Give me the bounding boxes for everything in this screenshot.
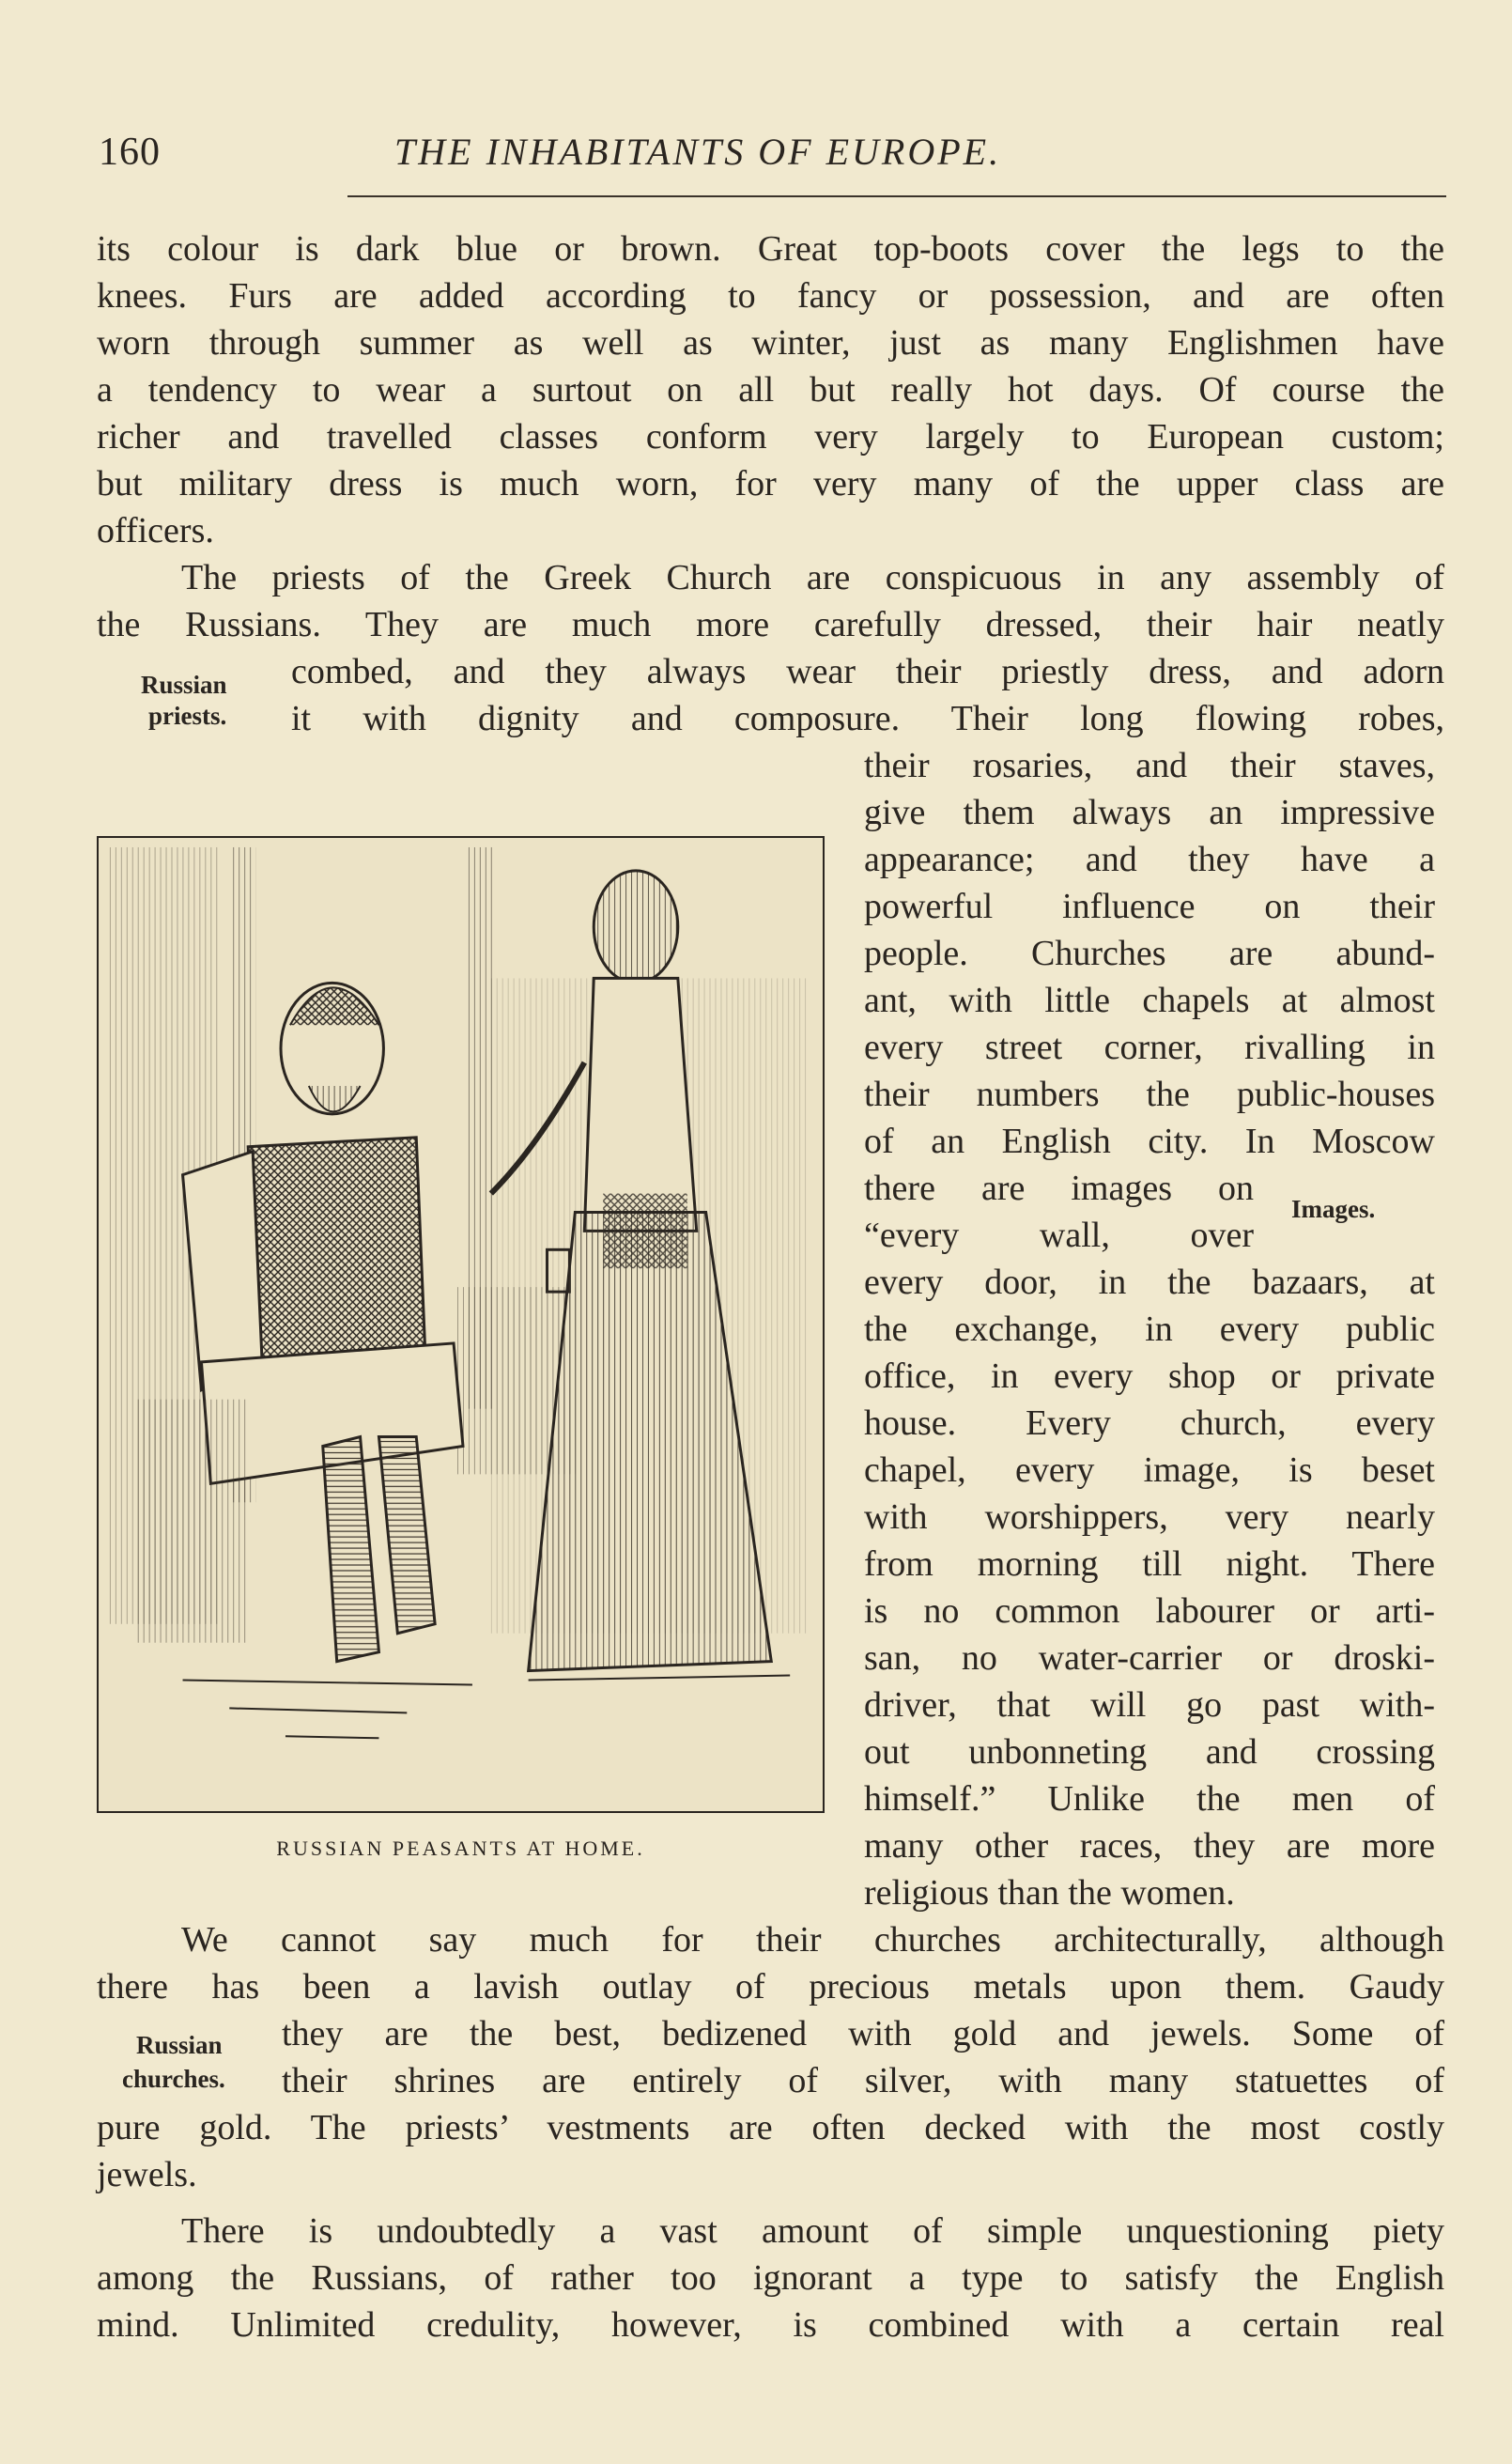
text-line: give them always an impressive [864, 793, 1435, 832]
text-line: it with dignity and composure. Their long flowing robes, [291, 699, 1444, 738]
text-line: house. Every church, every [864, 1403, 1435, 1443]
text-line: richer and travelled classes conform very largely to European custom; [97, 417, 1444, 457]
text-line: of an English city. In Moscow [864, 1122, 1435, 1161]
figure-caption: RUSSIAN PEASANTS AT HOME. [276, 1836, 645, 1860]
text-line: the exchange, in every public [864, 1309, 1435, 1349]
text-line: appearance; and they have a [864, 840, 1435, 879]
text-line: out unbonneting and crossing [864, 1732, 1435, 1772]
text-line: chapel, every image, is beset [864, 1450, 1435, 1490]
text-line: people. Churches are abund- [864, 934, 1435, 973]
text-line: among the Russians, of rather too ignorant a type to satisfy the English [97, 2258, 1444, 2298]
text-line: jewels. [97, 2155, 197, 2194]
text-line: every door, in the bazaars, at [864, 1263, 1435, 1302]
engraving-illustration [97, 836, 825, 1813]
text-line: There is undoubtedly a vast amount of simple unquestioning piety [181, 2211, 1444, 2251]
text-line: himself.” Unlike the men of [864, 1779, 1435, 1819]
text-line: mind. Unlimited credulity, however, is combined with a certain real [97, 2305, 1444, 2345]
text-line: many other races, they are more [864, 1826, 1435, 1866]
text-line: with worshippers, very nearly [864, 1497, 1435, 1537]
marginal-note-churches: churches. [122, 2065, 225, 2093]
text-line: knees. Furs are added according to fancy or possession, and are often [97, 276, 1444, 316]
running-title: THE INHABITANTS OF EUROPE. [394, 131, 1002, 173]
text-line: every street corner, rivalling in [864, 1028, 1435, 1067]
text-line: there has been a lavish outlay of precious metals upon them. Gaudy [97, 1967, 1444, 2007]
marginal-note-russian: Russian [136, 2031, 223, 2059]
text-line: a tendency to wear a surtout on all but really hot days. Of course the [97, 370, 1444, 410]
page-number: 160 [99, 131, 161, 174]
text-line: san, no water-carrier or droski- [864, 1638, 1435, 1678]
text-line: The priests of the Greek Church are conspicuous in any assembly of [181, 558, 1444, 597]
text-line: worn through summer as well as winter, just as many Englishmen have [97, 323, 1444, 363]
text-line: but military dress is much worn, for very many of the upper class are [97, 464, 1444, 504]
peasants-engraving [99, 838, 823, 1811]
text-line: their shrines are entirely of silver, with many statuettes of [282, 2061, 1444, 2100]
text-line: their rosaries, and their staves, [864, 746, 1435, 785]
text-line: the Russians. They are much more carefully dressed, their hair neatly [97, 605, 1444, 644]
text-line: religious than the women. [864, 1873, 1235, 1913]
header-rule [347, 195, 1446, 197]
text-line: “every wall, over [864, 1216, 1254, 1255]
text-line: its colour is dark blue or brown. Great top-boots cover the legs to the [97, 229, 1444, 269]
text-line: powerful influence on their [864, 887, 1435, 926]
text-line: driver, that will go past with- [864, 1685, 1435, 1725]
text-line: they are the best, bedizened with gold and jewels. Some of [282, 2014, 1444, 2053]
marginal-note-priests: priests. [148, 702, 227, 730]
text-line: ant, with little chapels at almost [864, 981, 1435, 1020]
text-line: there are images on [864, 1169, 1254, 1208]
text-line: office, in every shop or private [864, 1356, 1435, 1396]
text-line: pure gold. The priests’ vestments are often decked with the most costly [97, 2108, 1444, 2147]
text-line: officers. [97, 511, 214, 550]
text-line: from morning till night. There [864, 1544, 1435, 1584]
text-line: combed, and they always wear their priestly dress, and adorn [291, 652, 1444, 691]
text-line: is no common labourer or arti- [864, 1591, 1435, 1631]
text-line: We cannot say much for their churches architecturally, although [181, 1920, 1444, 1960]
marginal-note-russian: Russian [141, 671, 227, 699]
text-line: their numbers the public-houses [864, 1075, 1435, 1114]
marginal-note-images: Images. [1291, 1195, 1376, 1223]
